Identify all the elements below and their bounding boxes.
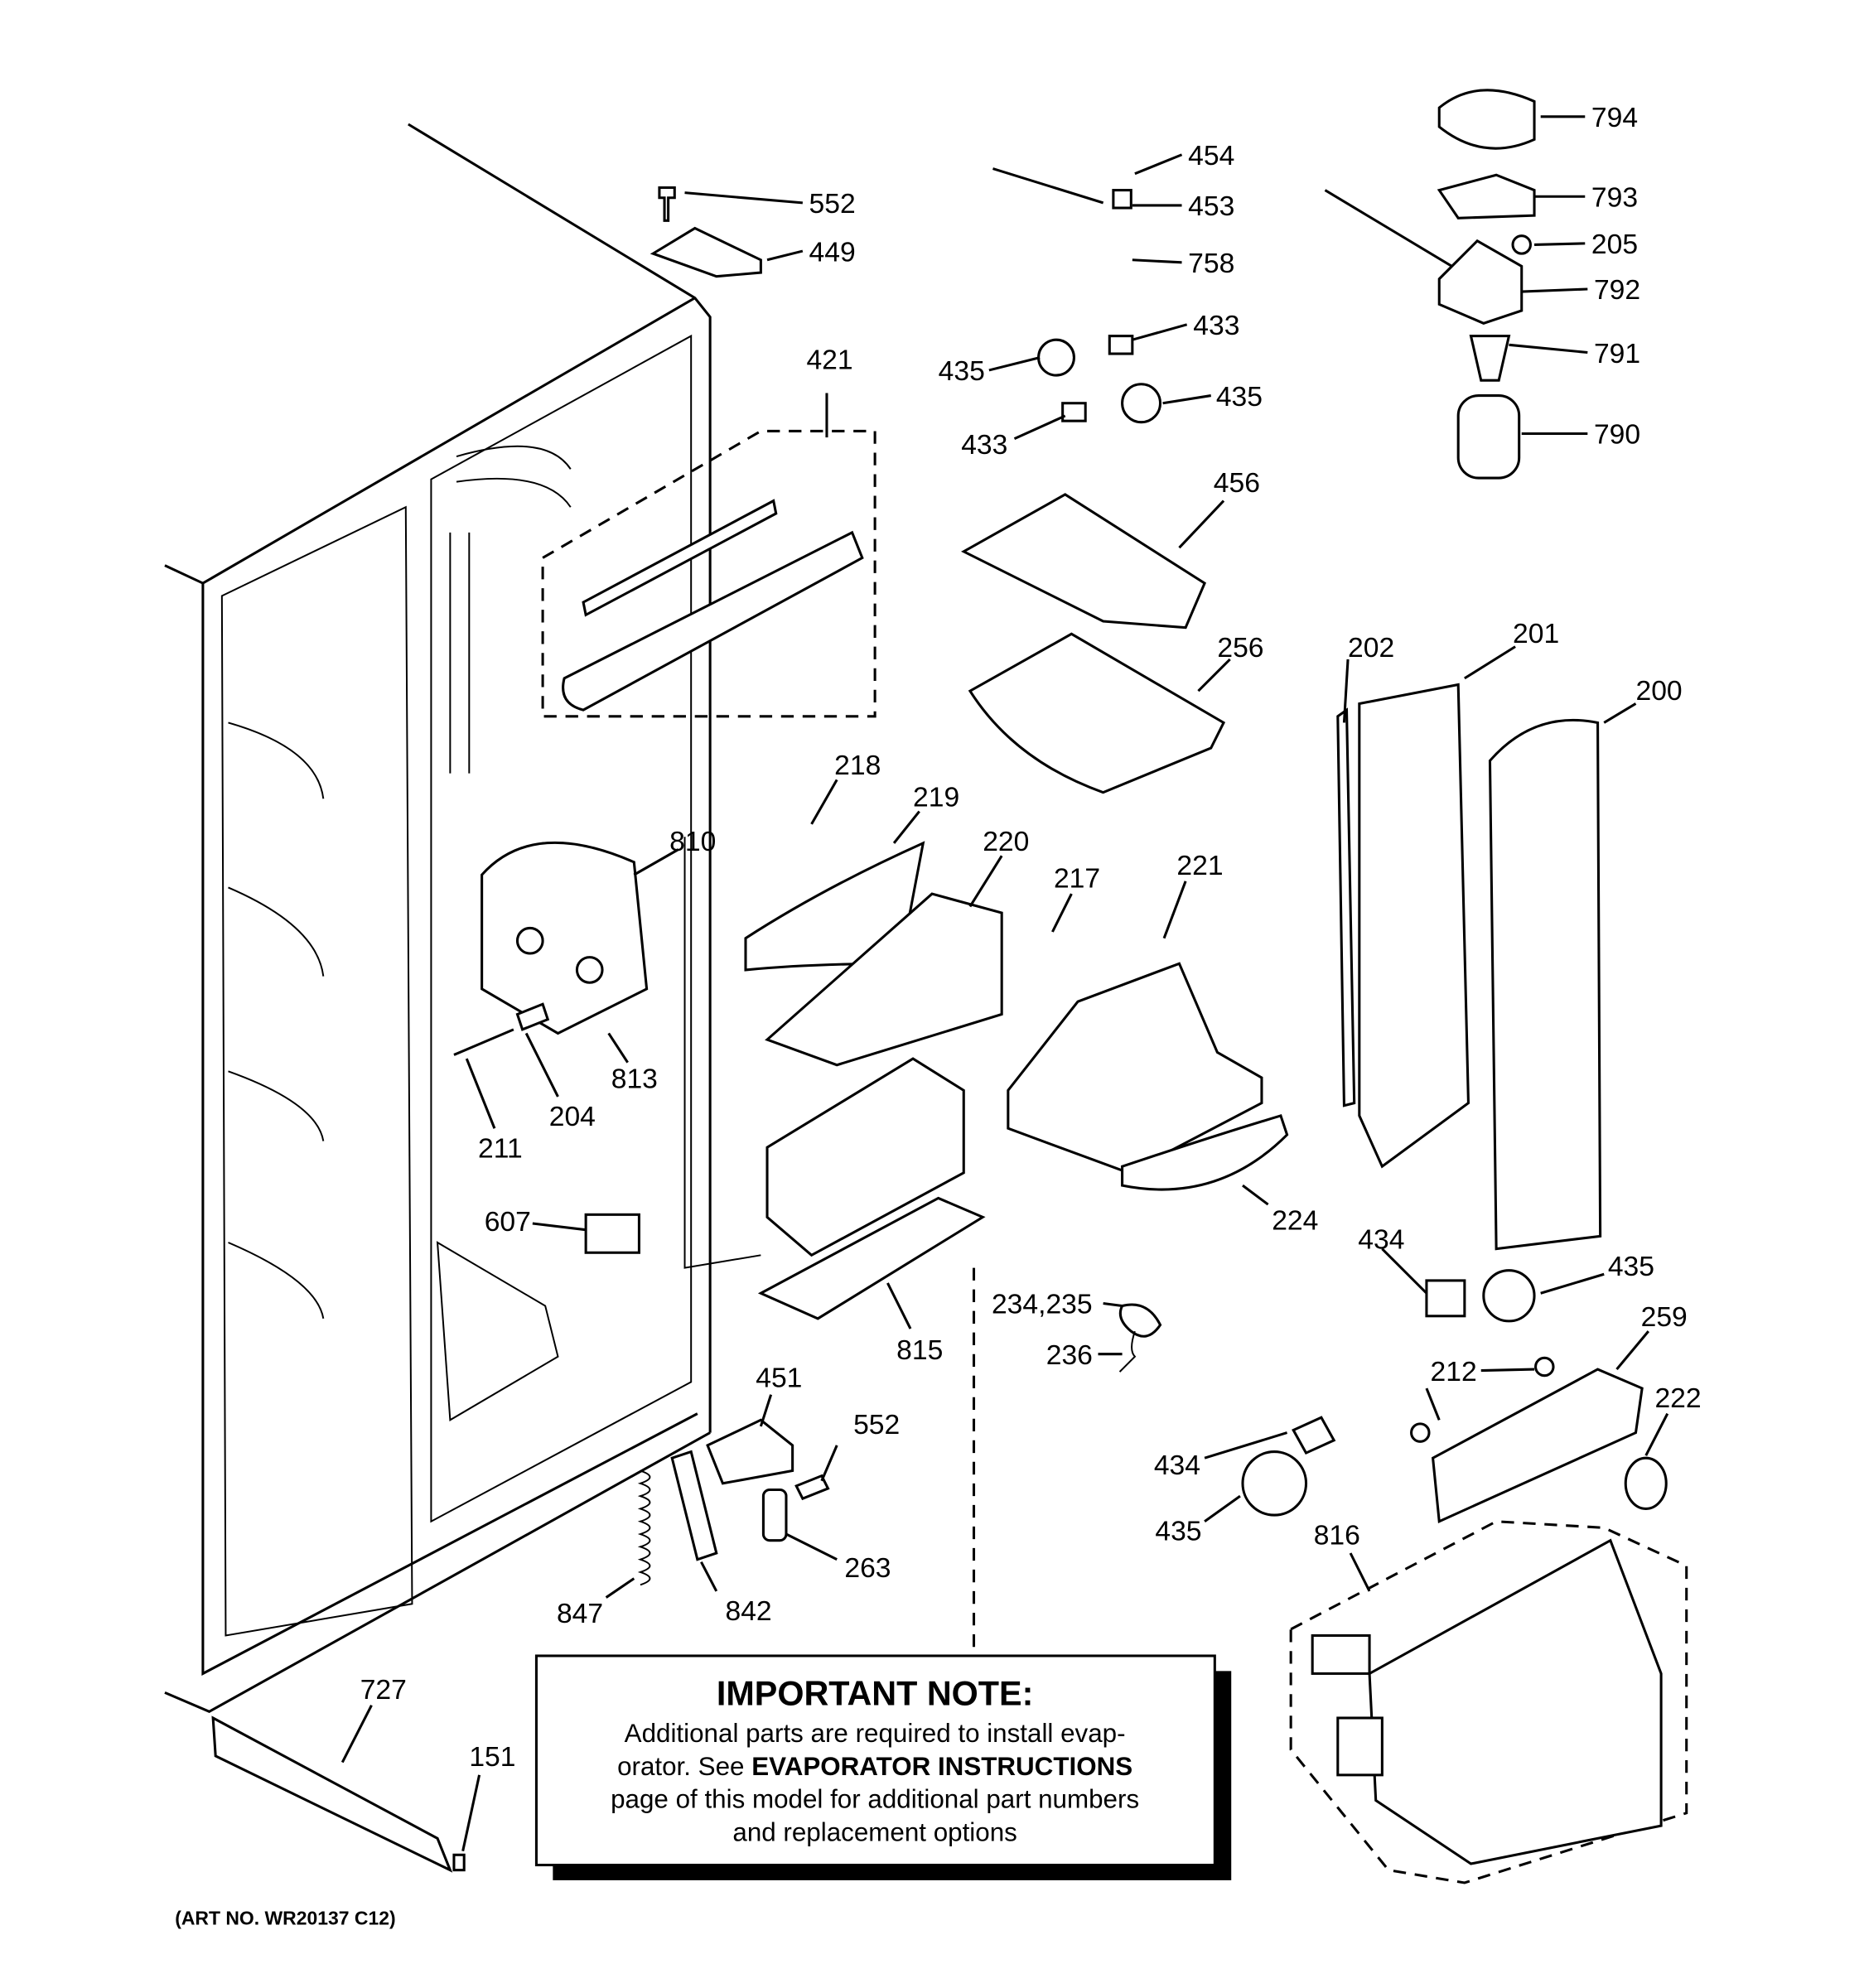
part-label-236: 236: [1045, 1339, 1093, 1371]
part-label-433: 433: [1193, 311, 1240, 342]
part-label-810: 810: [669, 827, 717, 858]
part-label-434: 434: [1153, 1450, 1201, 1482]
part-label-816: 816: [1313, 1520, 1360, 1551]
part-label-433: 433: [961, 429, 1008, 461]
part-label-552: 552: [853, 1410, 901, 1441]
part-label-791: 791: [1593, 338, 1641, 369]
part-label-792: 792: [1593, 275, 1641, 306]
part-label-449: 449: [809, 237, 856, 268]
important-note: [536, 1656, 1231, 1880]
part-label-435: 435: [1215, 381, 1263, 413]
note-heading: IMPORTANT NOTE:: [716, 1674, 1034, 1713]
part-label-815: 815: [896, 1334, 944, 1366]
part-label-263: 263: [844, 1553, 891, 1585]
part-label-790: 790: [1593, 419, 1641, 451]
part-label-794: 794: [1591, 103, 1639, 134]
part-label-847: 847: [556, 1599, 604, 1630]
part-label-224: 224: [1272, 1205, 1319, 1237]
part-label-793: 793: [1591, 182, 1639, 214]
part-label-435: 435: [1155, 1516, 1202, 1547]
part-label-219: 219: [913, 782, 960, 813]
part-label-212: 212: [1430, 1356, 1477, 1387]
note-line-3: page of this model for additional part numbers: [611, 1784, 1140, 1814]
part-label-451: 451: [756, 1363, 803, 1394]
part-label-204: 204: [548, 1102, 596, 1133]
art-number: (ART NO. WR20137 C12): [175, 1907, 396, 1929]
part-label-727: 727: [360, 1675, 407, 1706]
part-label-456: 456: [1213, 467, 1260, 499]
part-label-151: 151: [469, 1742, 516, 1773]
part-label-217: 217: [1053, 863, 1101, 895]
note-line-4: and replacement options: [732, 1817, 1017, 1847]
part-label-453: 453: [1188, 191, 1235, 223]
part-label-221: 221: [1176, 851, 1224, 882]
part-label-218: 218: [834, 750, 881, 782]
part-label-607: 607: [484, 1207, 531, 1238]
part-label-434: 434: [1358, 1224, 1405, 1256]
note-line-1: Additional parts are required to install evap-: [624, 1719, 1126, 1749]
part-label-552: 552: [809, 189, 856, 220]
part-label-842: 842: [725, 1596, 772, 1628]
part-label-435: 435: [938, 356, 985, 388]
part-label-454: 454: [1188, 140, 1235, 171]
part-label-220: 220: [983, 827, 1030, 858]
part-label-222: 222: [1654, 1382, 1702, 1414]
note-line-2: orator. See EVAPORATOR INSTRUCTIONS: [617, 1751, 1133, 1781]
part-label-211: 211: [478, 1133, 523, 1165]
part-label-234-235: 234,235: [991, 1289, 1093, 1320]
part-label-435: 435: [1607, 1251, 1654, 1282]
part-label-758: 758: [1188, 248, 1235, 280]
part-label-256: 256: [1217, 632, 1264, 663]
part-label-813: 813: [611, 1064, 658, 1095]
part-label-202: 202: [1348, 632, 1395, 663]
part-label-259: 259: [1640, 1302, 1688, 1334]
part-label-200: 200: [1635, 675, 1683, 707]
part-label-421: 421: [806, 345, 853, 376]
part-label-205: 205: [1591, 229, 1639, 261]
part-label-201: 201: [1513, 619, 1560, 650]
